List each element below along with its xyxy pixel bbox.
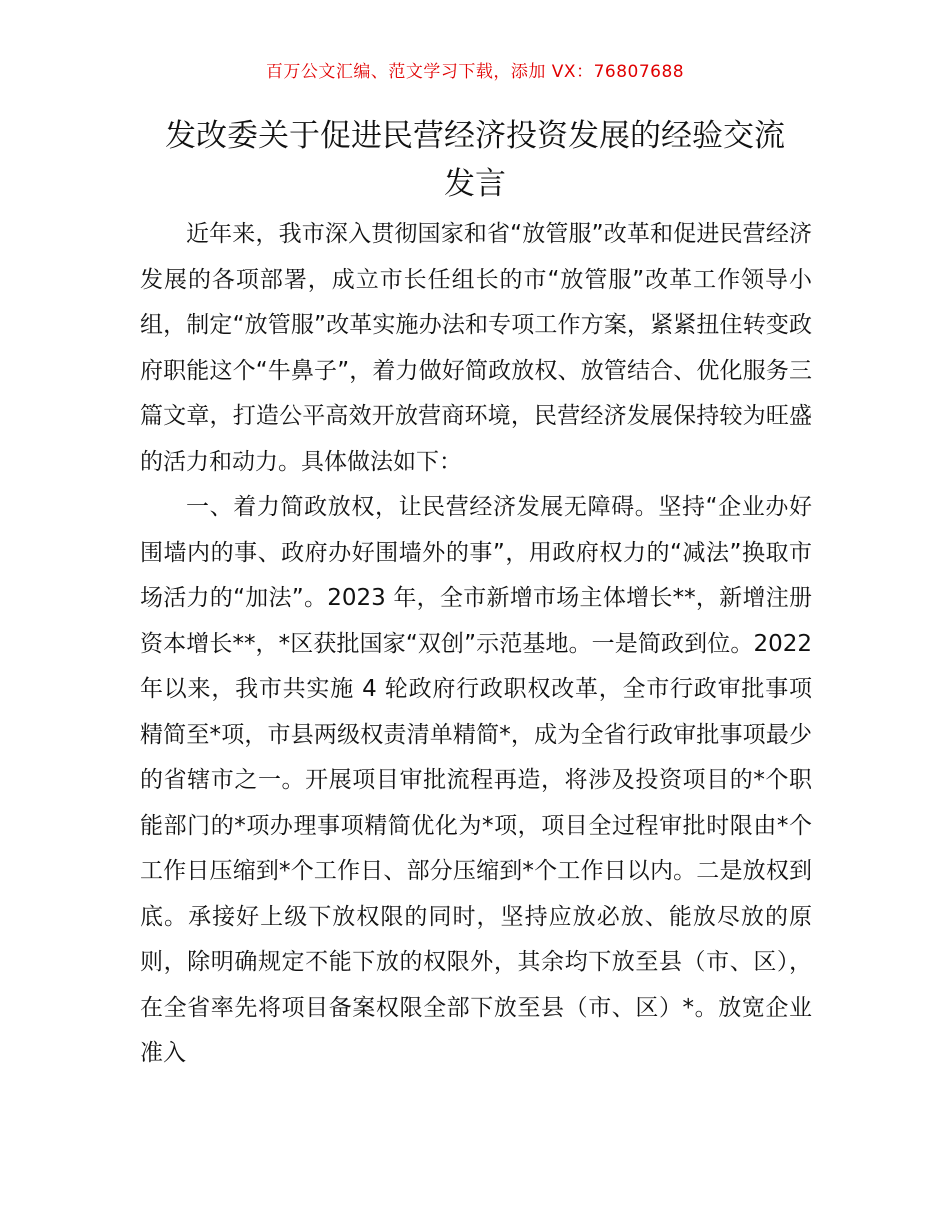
title-line-1: 发改委关于促进民营经济投资发展的经验交流 xyxy=(165,118,785,154)
document-body xyxy=(140,212,812,1077)
title-line-2: 发言 xyxy=(444,166,506,202)
document-title xyxy=(140,112,810,208)
header-watermark-note: 百万公文汇编、范文学习下载，添加 VX：76807688 xyxy=(265,62,685,82)
paragraph-section-one: 一、着力简政放权，让民营经济发展无障碍。坚持“企业办好围墙内的事、政府办好围墙外的事”，用政府权力的“减法”换取市场活力的“加法”。2023 年，全市新增市场主体增长**，新增注册资本增长**，*区获批国家“双创”示范基地。一是简政到位。2022 年以来，我市共实施 4 轮政府行政职权改革，全市行政审批事项精简至*项，市县两级权责清单精简*，成为全省行政审批事项最少的省辖市之一。开展项目审批流程再造，将涉及投资项目的*个职能部门的*项办理事项精简优化为*项，项目全过程审批时限由*个工作日压缩到*个工作日、部分压缩到*个工作日以内。二是放权到底。承接好上级下放权限的同时，坚持应放必放、能放尽放的原则，除明确规定不能下放的权限外，其余均下放至县（市、区），在全省率先将项目备案权限全部下放至县（市、区）*。放宽企业准入 xyxy=(140,494,812,1066)
paragraph-intro: 近年来，我市深入贯彻国家和省“放管服”改革和促进民营经济发展的各项部署，成立市长任组长的市“放管服”改革工作领导小组，制定“放管服”改革实施办法和专项工作方案，紧紧扭住转变政府职能这个“牛鼻子”，着力做好简政放权、放管结合、优化服务三篇文章，打造公平高效开放营商环境，民营经济发展保持较为旺盛的活力和动力。具体做法如下： xyxy=(140,221,812,475)
